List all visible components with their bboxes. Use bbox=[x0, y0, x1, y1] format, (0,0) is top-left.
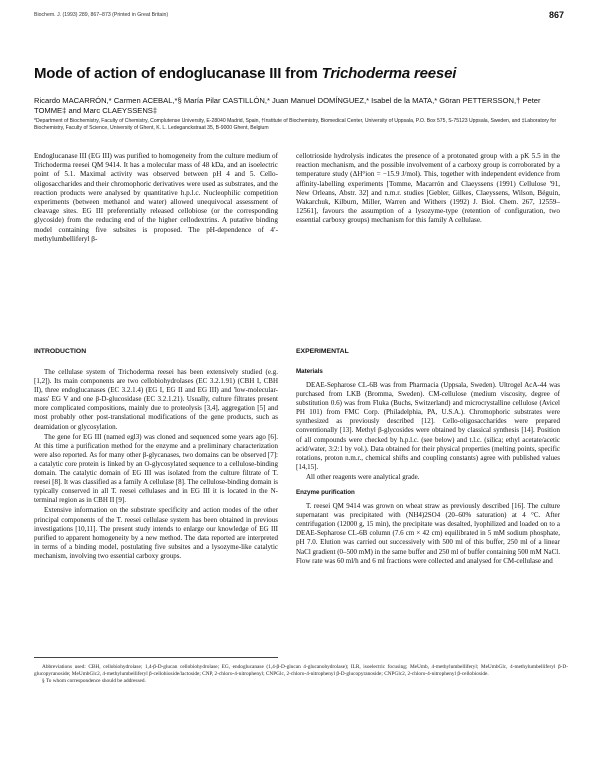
experimental-heading: EXPERIMENTAL bbox=[296, 348, 349, 355]
intro-paragraph: The cellulase system of Trichoderma reesei has been extensively studied (e.g. [1,2]). Its main components are two cellobiohydrolases (EC 3.2.1.91) (CBH I, CBH II), three endoglucanases (EC 3.2.1.4) (EG I, EG II and EG III) and 'low-molecular-mass' EG V and one β-D-glucosidase (EC 3.2.1.21). Usually, culture filtrates present more complicated compositions, mainly due to proteolysis [3,4], aggregation [5] and most probably other post-translational modifications of the gene products, such as deamidation or glycosylation. bbox=[34, 368, 278, 431]
affiliations: *Department of Biochemistry, Faculty of Chemistry, Complutense University, E-28040 Madrid, Spain, †Institute of Biochemistry, Biomedical Center, University of Uppsala, P.O. Box 575, S-75123 Uppsala, Sweden, and ‡Laboratory for Biochemistry, Faculty of Science, University of Ghent, K. L. Ledeganckstraat 35, B-9000 Ghent, Belgium bbox=[34, 118, 557, 132]
title-organism: Trichoderma reesei bbox=[321, 65, 457, 82]
introduction-heading: INTRODUCTION bbox=[34, 348, 87, 355]
author-list: Ricardo MACARRÓN,* Carmen ACEBAL,*§ María Pilar CASTILLÓN,* Juan Manuel DOMÍNGUEZ,* Isabel de la MATA,* Göran PETTERSSON,† Peter TOMME‡ and Marc CLAEYSSENS‡ bbox=[34, 96, 541, 115]
materials-paragraph: All other reagents were analytical grade. bbox=[306, 472, 420, 481]
article-title bbox=[34, 65, 456, 82]
intro-paragraph: Extensive information on the substrate specificity and action modes of the other principal components of the T. reesei cellulase system has been obtained in previous investigations [10,11]. The present study intends to enlarge our knowledge of EG III purified to apparent homogeneity by a new method. The data reported are interpreted in terms of a binding model, postulating five subsites and a lysozyme-like catalytic mechanism, involving two essential carboxy groups. bbox=[34, 506, 278, 560]
page-number: 867 bbox=[548, 10, 564, 20]
materials-heading: Materials bbox=[296, 368, 323, 375]
introduction-section bbox=[34, 348, 278, 562]
footnote-abbreviations: Abbreviations used: CBH, cellobiohydrolase; 1,4-β-D-glucan cellobiohydrolase; EG, endoglucanase (1,4-β-D-glucan 4-glucanohydrolase); ILR, isoelectric focusing; MeUmb, 4-methylumbelliferyl; MeUmbGlc, 4-methylumbelliferyl β-D-glucopyranoside; MeUmbGlc2, 4-methylumbelliferyl β-cellobioside/lactoside; CNP, 2-chloro-4-nitrophenyl; CNPGlc, 2-chloro-4-nitrophenyl β-D-glucopyranoside; CNPGlc2, 2-chloro-4-nitrophenyl β-cellobioside. bbox=[34, 664, 568, 678]
materials-paragraph: DEAE-Sepharose CL-6B was from Pharmacia (Uppsala, Sweden). Ultrogel AcA-44 was purchased from LKB (Bromma, Sweden). CM-cellulose (medium viscosity, degree of substitution 0.6) was from Fluka (Buchs, Switzerland) and microcrystalline cellulose (Avicel PH 101) from FMC Corp. (Philadelphia, PA, U.S.A.). Chromophoric substrates were synthesized as previously described [12]. Cello-oligosaccharides were prepared conventionally [13]. Methyl β-glycosides were obtained by classical synthesis [14]. Position of all compounds were checked by h.p.l.c. (see below) and t.l.c. (silica; ethyl acetate/acetic acid/water, 3:2:1 by vol.). Data obtained for their physical properties (melting points, specific rotations, proton n.m.r., chemical shifts and coupling constants) agree with published values [14,15]. bbox=[296, 381, 560, 471]
footnote-rule bbox=[34, 657, 278, 658]
abstract-right-column: cellotrioside hydrolysis indicates the presence of a protonated group with a pK 5.5 in the reaction mechanism, and the possible involvement of a carboxy group is corroborated by a temperature study (ΔH°ion = −15.9 J/mol). This, together with independent evidence from affinity-labelling experiments [Tomme, Macarrón and Claeyssens (1991) Cellulose '91, New Orleans, Abstr. 32] and n.m.r. studies [Gebler, Gilkes, Claeyssens, Wilson, Béguin, Wakarchuk, Kilburn, Miller, Warren and Withers (1992) J. Biol. Chem. 267, 12559–12561], favours the assumption of a lysozyme-type (retention of configuration, two essential carboxy groups) mechanism for this family A cellulase. bbox=[296, 152, 560, 225]
abstract-left-column: Endoglucanase III (EG III) was purified to homogeneity from the culture medium of Trichoderma reesei QM 9414. It has a molecular mass of 48 kDa, and an isoelectric point of 5.1. Maximal activity was observed between pH 4 and 5. Cello-oligosaccharides and their chromophoric derivatives were used as substrates, and the reaction products were analysed by quantitative h.p.l.c. Nucleophilic competition experiments (between methanol and water) allowed unequivocal assessment of cleavage sites. EG III preferentially released cellobiose (or the corresponding glycoside) from the reducing end of the higher cellodextrins. A putative binding model containing five subsites is proposed. The pH-dependence of 4′-methylumbelliferyl β- bbox=[34, 152, 278, 243]
title-text: Mode of action of endoglucanase III from bbox=[34, 65, 322, 82]
purification-paragraph: T. reesei QM 9414 was grown on wheat straw as previously described [16]. The culture supernatant was precipitated with (NH4)2SO4 (20–60% saturation) at 4 °C. After centrifugation (12000 g, 15 min), the precipitate was desalted, lyophilized and loaded on to a DEAE-Sepharose CL-6B column (7.6 cm × 42 cm) equilibrated in 5 mM sodium phosphate, pH 7.0. Elution was carried out successively with 500 ml of this buffer, 250 ml of a linear NaCl gradient (0–500 mM) in the same buffer and 250 ml of buffer containing 500 mM NaCl. Flow rate was 60 ml/h and 6 ml fractions were collected and analysed for CM-cellulase and bbox=[296, 502, 560, 565]
footnote-correspondence: § To whom correspondence should be addressed. bbox=[42, 678, 146, 685]
footnotes bbox=[34, 664, 568, 686]
purification-heading: Enzyme purification bbox=[296, 489, 355, 497]
experimental-section bbox=[296, 348, 560, 567]
intro-paragraph: The gene for EG III (named egl3) was cloned and sequenced some years ago [6]. At this time a purification method for the enzyme and a preliminary characterization were also reported. As for many other β-glycanases, two domains can be observed [7]: a catalytic core protein is linked by an O-glycosylated sequence to a cellulose-binding domain. The catalytic domain of EG III was isolated from the culture filtrate of T. reesei [8]. It was classified as a family A cellulase [8]. The cellulose-binding domain is typically conserved in all T. reesei cellulases and in EG III it is located in the N-terminal region as in CBH II [9]. bbox=[34, 432, 278, 505]
running-head: Biochem. J. (1993) 289, 867–873 (Printed in Great Britain) bbox=[34, 12, 169, 18]
